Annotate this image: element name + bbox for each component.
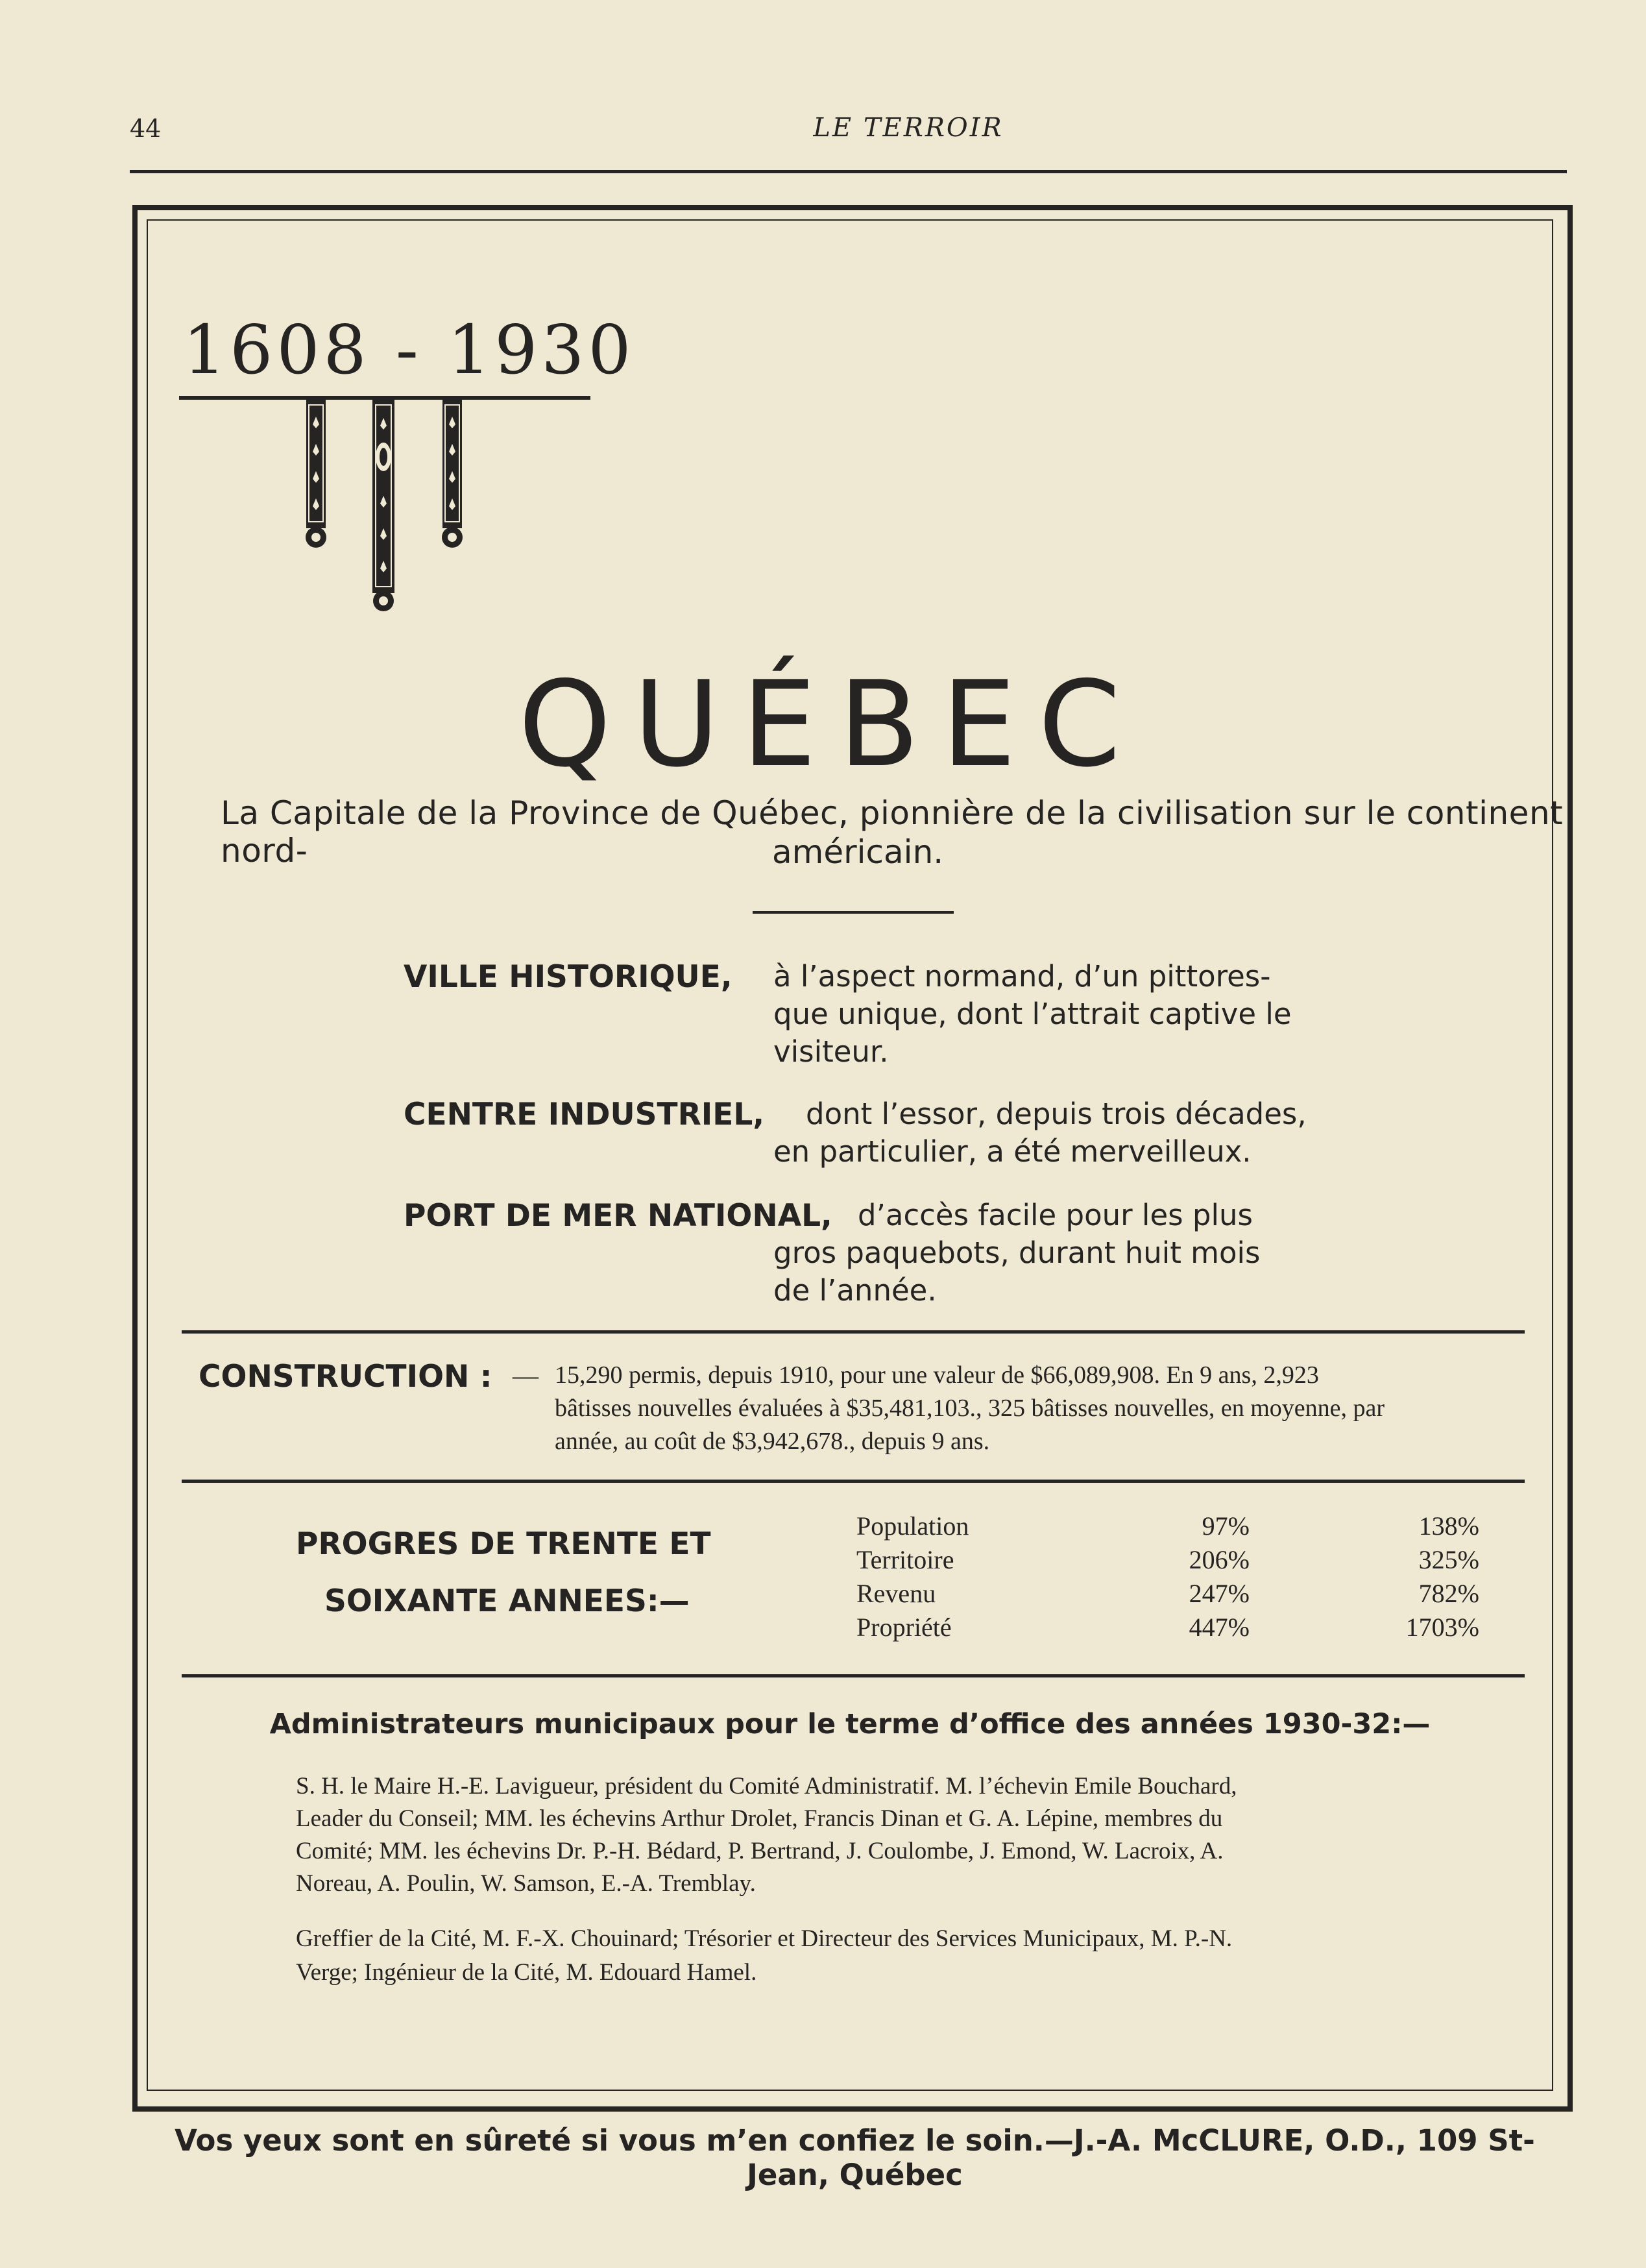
feature-label: PORT DE MER NATIONAL,	[404, 1198, 832, 1234]
progress-row	[856, 1578, 1479, 1612]
admin-heading: Administrateurs municipaux pour le terme d’office des années 1930-32:—	[269, 1708, 1431, 1740]
feature-text-line: de l’année.	[773, 1273, 937, 1308]
feature-label: CENTRE INDUSTRIEL,	[404, 1097, 765, 1132]
feature-label: VILLE HISTORIQUE,	[404, 959, 732, 995]
construction-text	[555, 1359, 1528, 1458]
admin-paragraph-1	[296, 1770, 1522, 1900]
construction-label: CONSTRUCTION :	[199, 1359, 492, 1395]
admin-line: S. H. le Maire H.-E. Lavigueur, président du Comité Administratif. M. l’échevin Emile Bouchard,	[296, 1773, 1237, 1799]
progress-row	[856, 1511, 1479, 1544]
admin-paragraph-2	[296, 1922, 1522, 1990]
construction-dash: —	[513, 1361, 539, 1390]
feature-text-line: dont l’essor, depuis trois décades,	[806, 1097, 1307, 1131]
feature-text-line: visiteur.	[773, 1034, 889, 1069]
banner-ornament-icon	[432, 398, 472, 549]
subtitle-line-2: américain.	[772, 833, 944, 871]
feature-text-line: en particulier, a été merveilleux.	[773, 1134, 1252, 1169]
journal-title: LE TERROIR	[813, 113, 1004, 143]
progress-row	[856, 1612, 1479, 1646]
progress-name: Territoire	[856, 1545, 954, 1574]
page-number: 44	[130, 114, 162, 143]
feature-text-line: à l’aspect normand, d’un pittores-	[773, 959, 1271, 994]
section-rule	[182, 1674, 1525, 1677]
short-rule	[753, 911, 954, 914]
section-rule	[182, 1330, 1525, 1334]
progress-sixty: 782%	[1418, 1579, 1479, 1608]
progress-thirty: 97%	[1202, 1511, 1250, 1541]
admin-line: Leader du Conseil; MM. les échevins Arthur Drolet, Francis Dinan et G. A. Lépine, membres du	[296, 1805, 1223, 1832]
construction-line: année, au coût de $3,942,678., depuis 9 ans.	[555, 1428, 990, 1455]
progress-name: Revenu	[856, 1579, 936, 1608]
progress-sixty: 138%	[1418, 1511, 1479, 1541]
dates-heading: 1608 - 1930	[183, 310, 635, 389]
feature-text-line: d’accès facile pour les plus	[858, 1198, 1253, 1232]
main-title: QUÉBEC	[518, 655, 1143, 793]
feature-text-line: que unique, dont l’attrait captive le	[773, 997, 1292, 1031]
feature-text-line: gros paquebots, durant huit mois	[773, 1236, 1261, 1270]
admin-line: Greffier de la Cité, M. F.-X. Chouinard; Trésorier et Directeur des Services Municipaux, M. P.-N.	[296, 1925, 1233, 1952]
header-rule	[130, 170, 1567, 173]
progress-row	[856, 1544, 1479, 1578]
progress-thirty: 206%	[1189, 1545, 1250, 1574]
progress-name: Population	[856, 1511, 969, 1541]
banner-ornament-icon	[363, 398, 404, 613]
progress-sixty: 325%	[1418, 1545, 1479, 1574]
progress-label-line-1: PROGRES DE TRENTE ET	[296, 1526, 711, 1562]
banner-ornament-icon	[296, 398, 336, 549]
progress-thirty: 447%	[1189, 1613, 1250, 1642]
progress-label-line-2: SOIXANTE ANNEES:—	[324, 1583, 690, 1619]
footer-advertisement: Vos yeux sont en sûreté si vous m’en confiez le soin.—J.-A. McCLURE, O.D., 109 St-Jean, Québec	[175, 2123, 1535, 2192]
progress-name: Propriété	[856, 1613, 952, 1642]
admin-line: Verge; Ingénieur de la Cité, M. Edouard Hamel.	[296, 1959, 757, 1986]
admin-line: Comité; MM. les échevins Dr. P.-H. Bédard, P. Bertrand, J. Coulombe, J. Emond, W. Lacroix, A.	[296, 1838, 1224, 1864]
construction-line: 15,290 permis, depuis 1910, pour une valeur de $66,089,908. En 9 ans, 2,923	[555, 1361, 1319, 1389]
progress-thirty: 247%	[1189, 1579, 1250, 1608]
admin-line: Noreau, A. Poulin, W. Samson, E.-A. Tremblay.	[296, 1870, 756, 1897]
section-rule	[182, 1480, 1525, 1483]
construction-line: bâtisses nouvelles évaluées à $35,481,103., 325 bâtisses nouvelles, en moyenne, par	[555, 1395, 1385, 1422]
subtitle-line-1: La Capitale de la Province de Québec, pionnière de la civilisation sur le continent nord-	[221, 794, 1564, 870]
progress-sixty: 1703%	[1405, 1613, 1479, 1642]
